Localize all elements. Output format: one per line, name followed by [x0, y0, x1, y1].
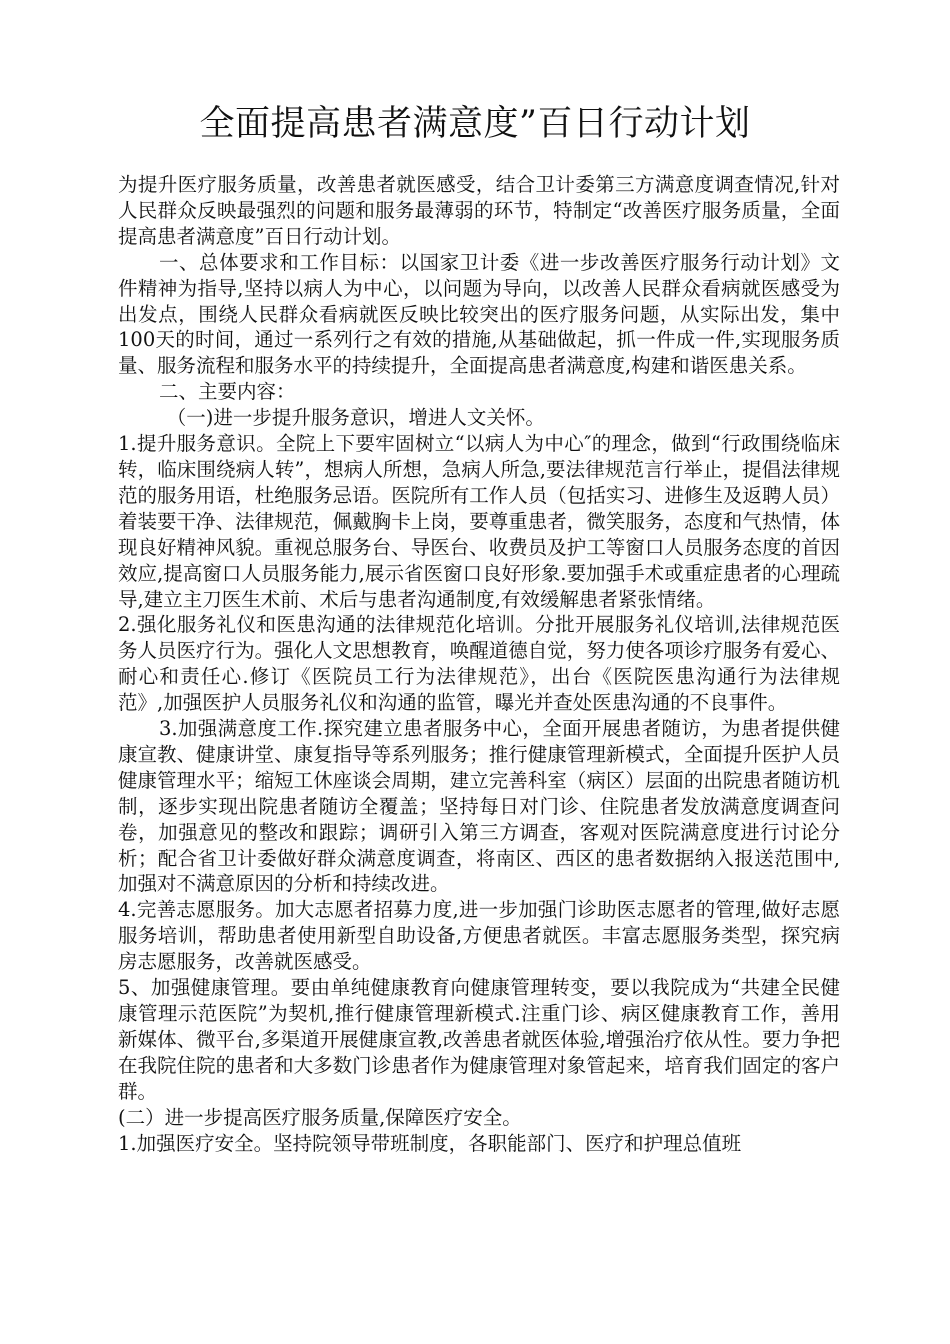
item-service-awareness: 1.提升服务意识。全院上下要牢固树立“以病人为中心″的理念，做到“行政围绕临床转，临床围绕病人转”，想病人所想，急病人所急,要法律规范言行举止，提倡法律规范的服务用语，杜绝服务忌语。医院所有工作人员（包括实习、进修生及返聘人员）着装要干净、法律规范，佩戴胸卡上岗，要尊重患者，微笑服务，态度和气热情，体现良好精神风貌。重视总服务台、导医台、收费员及护工等窗口人员服务态度的首因效应,提高窗口人员服务能力,展示省医窗口良好形象.要加强手术或重症患者的心理疏导,建立主刀医生术前、术后与患者沟通制度,有效缓解患者紧张情绪。	[118, 432, 840, 611]
item-medical-safety: 1.加强医疗安全。坚持院领导带班制度，各职能部门、医疗和护理总值班	[118, 1131, 742, 1155]
item-satisfaction-work: 3.加强满意度工作.探究建立患者服务中心，全面开展患者随访，为患者提供健康宣教、健康讲堂、康复指导等系列服务；推行健康管理新模式，全面提升医护人员健康管理水平；缩短工休座谈会周期，建立完善科室（病区）层面的出院患者随访机制，逐步实现出院患者随访全覆盖；坚持每日对门诊、住院患者发放满意度调查问卷，加强意见的整改和跟踪；调研引入第三方调查，客观对医院满意度进行讨论分析；配合省卫计委做好群众满意度调查，将南区、西区的患者数据纳入报送范围中,加强对不满意原因的分析和持续改进。	[118, 717, 840, 896]
subsection-medical-quality-heading: (二）进一步提高医疗服务质量,保障医疗安全。	[118, 1105, 522, 1129]
section-general-requirements: 一、总体要求和工作目标：以国家卫计委《进一步改善医疗服务行动计划》文件精神为指导,坚持以病人为中心，以问题为导向，以改善人民群众看病就医感受为出发点，围绕人民群众看病就医反映比较突出的医疗服务问题，从实际出发，集中100天的时间，通过一系列行之有效的措施,从基础做起，抓一件成一件,实现服务质量、服务流程和服务水平的持续提升，全面提高患者满意度,构建和谐医患关系。	[118, 250, 840, 378]
intro-paragraph: 为提升医疗服务质量，改善患者就医感受，结合卫计委第三方满意度调查情况,针对人民群众反映最强烈的问题和服务最薄弱的环节，特制定“改善医疗服务质量，全面提高患者满意度”百日行动计划。	[118, 173, 840, 248]
item-volunteer-service: 4.完善志愿服务。加大志愿者招募力度,进一步加强门诊助医志愿者的管理,做好志愿服务培训，帮助患者使用新型自助设备,方便患者就医。丰富志愿服务类型，探究病房志愿服务，改善就医感受。	[118, 898, 840, 974]
item-etiquette-training: 2.强化服务礼仪和医患沟通的法律规范化培训。分批开展服务礼仪培训,法律规范医务人员医疗行为。强化人文思想教育，唤醒道德自觉，努力使各项诊疗服务有爱心、耐心和责任心.修订《医院员工行为法律规范》，出台《医院医患沟通行为法律规范》,加强医护人员服务礼仪和沟通的监管，曝光并查处医患沟通的不良事件。	[118, 613, 840, 715]
subsection-service-awareness-heading: （一)进一步提升服务意识，增进人文关怀。	[166, 406, 545, 430]
document-body	[118, 172, 840, 1156]
document-title: 全面提高患者满意度”百日行动计划	[199, 104, 751, 144]
item-health-management: 5、加强健康管理。要由单纯健康教育向健康管理转变，要以我院成为“共建全民健康管理示范医院”为契机,推行健康管理新模式.注重门诊、病区健康教育工作，善用新媒体、微平台,多渠道开展健康宣教,改善患者就医体验,增强治疗依从性。要力争把在我院住院的患者和大多数门诊患者作为健康管理对象管起来，培育我们固定的客户群。	[118, 976, 840, 1103]
section-main-content-heading: 二、主要内容：	[158, 380, 296, 404]
